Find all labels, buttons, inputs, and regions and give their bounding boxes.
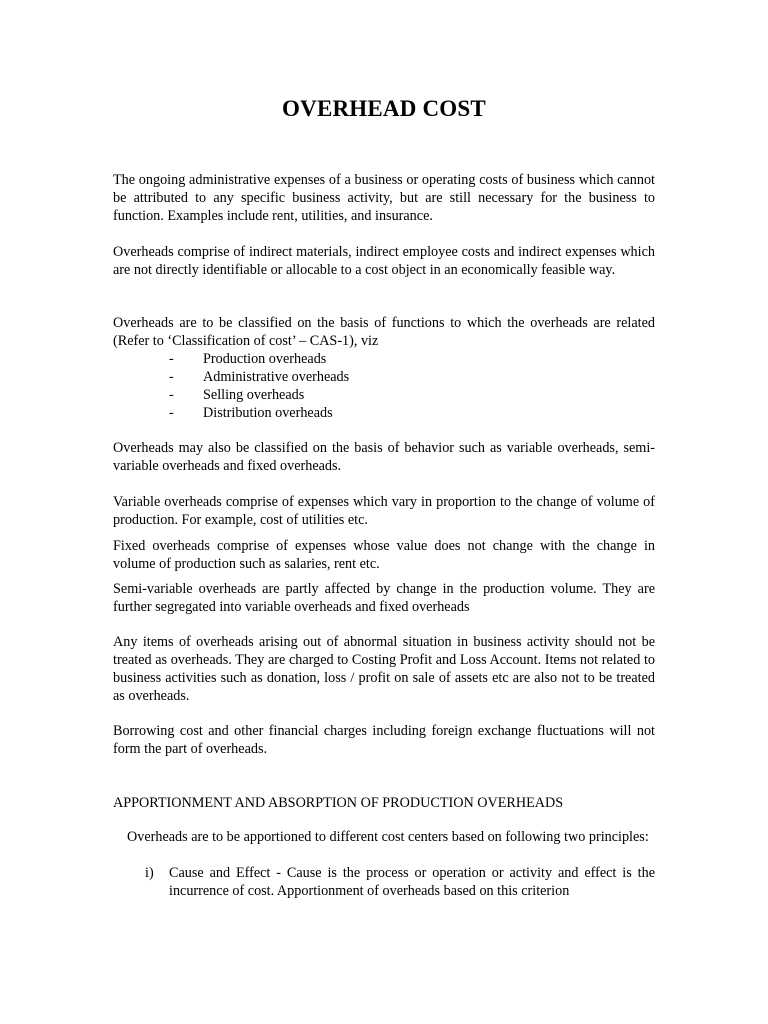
list-dash: -	[169, 369, 174, 385]
function-list	[113, 350, 655, 422]
list-item-label: Production overheads	[203, 351, 327, 367]
paragraph-classified-behavior: Overheads may also be classified on the basis of behavior such as variable overheads, semi-variable overheads and fixed overheads.	[113, 440, 655, 474]
paragraph-fixed: Fixed overheads comprise of expenses whose value does not change with the change in volume of production such as salaries, rent etc.	[113, 538, 655, 572]
list-item-text: Cause and Effect - Cause is the process or operation or activity and effect is the incurrence of cost. Apportionment of overheads based on this criterion	[169, 865, 655, 899]
paragraph-comprise: Overheads comprise of indirect materials, indirect employee costs and indirect expenses which are not directly identifiable or allocable to a cost object in an economically feasible way.	[113, 244, 655, 278]
list-dash: -	[169, 351, 174, 367]
list-item	[113, 404, 655, 422]
list-item	[113, 350, 655, 368]
principles-list	[113, 864, 655, 900]
list-item	[113, 864, 655, 900]
paragraph-abnormal: Any items of overheads arising out of abnormal situation in business activity should not be treated as overheads. They are charged to Costing Profit and Loss Account. Items not related to business activities such as donation, loss / profit on sale of assets etc are also not to be treated as overheads.	[113, 634, 655, 704]
paragraph-classified-functions: Overheads are to be classified on the basis of functions to which the overheads are related (Refer to ‘Classification of cost’ – CAS-1), viz	[113, 315, 655, 349]
list-dash: -	[169, 405, 174, 421]
paragraph-variable: Variable overheads comprise of expenses which vary in proportion to the change of volume of production. For example, cost of utilities etc.	[113, 494, 655, 528]
list-item-label: Administrative overheads	[203, 369, 350, 385]
paragraph-borrowing: Borrowing cost and other financial charges including foreign exchange fluctuations will not form the part of overheads.	[113, 723, 655, 757]
list-number: i)	[145, 865, 154, 881]
list-item	[113, 386, 655, 404]
page-title: OVERHEAD COST	[282, 96, 486, 121]
section-heading: APPORTIONMENT AND ABSORPTION OF PRODUCTION OVERHEADS	[113, 795, 564, 811]
list-item-label: Selling overheads	[203, 387, 305, 403]
paragraph-apportion-intro: Overheads are to be apportioned to different cost centers based on following two principles:	[127, 829, 649, 845]
paragraph-semi-variable: Semi-variable overheads are partly affected by change in the production volume. They are further segregated into variable overheads and fixed overheads	[113, 581, 655, 615]
paragraph-intro: The ongoing administrative expenses of a business or operating costs of business which cannot be attributed to any specific business activity, but are still necessary for the business to function. Examples include rent, utilities, and insurance.	[113, 172, 655, 224]
list-dash: -	[169, 387, 174, 403]
list-item-label: Distribution overheads	[203, 405, 333, 421]
list-item	[113, 368, 655, 386]
